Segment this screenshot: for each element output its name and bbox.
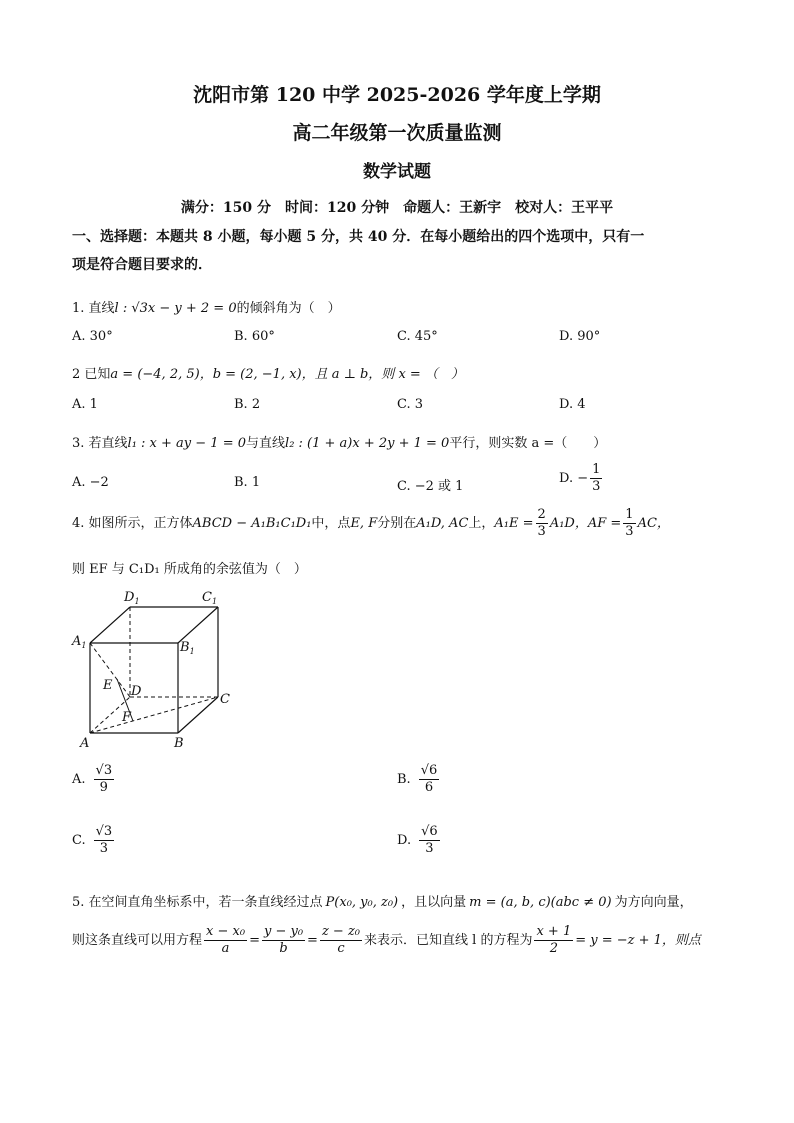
q2-expression: a = (−4, 2, 5)，b = (2, −1, x)，且 a ⊥ b，则 x = （ ） <box>110 367 464 382</box>
q3-option-d[interactable] <box>559 462 604 495</box>
question-4-line2: 则 EF 与 C₁D₁ 所成角的余弦值为（ ） <box>72 562 307 577</box>
section-heading-line1: 一、选择题：本题共 8 小题，每小题 5 分，共 40 分．在每小题给出的四个选项中，只有一 <box>72 229 645 245</box>
q4-ae: A₁E = <box>494 516 534 531</box>
question-3 <box>72 432 606 451</box>
label-e: E <box>103 678 113 693</box>
q4-af: AF = <box>587 516 622 531</box>
q1-prefix: 1. 直线 <box>72 301 115 316</box>
q3-option-d-fraction: $\frac{1}{3}$ <box>592 462 601 494</box>
q4-option-b-letter: B. <box>397 772 411 787</box>
section-heading-line2: 项是符合题目要求的． <box>72 257 212 273</box>
q1-option-d[interactable]: D. 90° <box>559 329 601 344</box>
q5-text-a: 5. 在空间直角坐标系中，若一条直线经过点 <box>72 895 323 910</box>
exam-subject-title: 数学试题 <box>363 162 431 182</box>
q4-cube-name: ABCD − A₁B₁C₁D₁ <box>192 516 312 531</box>
q4-segments: A₁D, AC <box>416 516 469 531</box>
cube-figure <box>70 585 250 755</box>
label-d1: $D_1$ <box>124 590 140 606</box>
q2-option-c[interactable]: C. 3 <box>397 397 424 412</box>
q1-option-c[interactable]: C. 45° <box>397 329 438 344</box>
label-f: F <box>122 710 132 725</box>
q4-points: E, F <box>350 516 378 531</box>
q3-suffix: 平行，则实数 a =（ ） <box>449 436 607 451</box>
q4-text-b: 中，点 <box>311 516 351 531</box>
q4-ae-fraction: $\frac{2}{3}$ <box>537 507 546 539</box>
q4-ae2: A₁D， <box>549 516 588 531</box>
q3-option-a[interactable]: A. −2 <box>72 475 109 490</box>
q4-af2: AC， <box>637 516 670 531</box>
q4-option-d-letter: D. <box>397 833 412 848</box>
q1-expression: l : √3x − y + 2 = 0 <box>114 301 237 316</box>
q5-text-d: 则这条直线可以用方程 <box>72 933 203 948</box>
q2-option-a[interactable]: A. 1 <box>72 397 98 412</box>
label-a: A <box>80 736 90 751</box>
exam-school-title: 沈阳市第 120 中学 2025-2026 学年度上学期 <box>193 84 601 106</box>
q4-option-d-fraction: $\frac{√6}{3}$ <box>421 824 438 856</box>
q3-option-b[interactable]: B. 1 <box>234 475 261 490</box>
q4-intro: 4. 如图所示，正方体 <box>72 516 193 531</box>
q1-option-b[interactable]: B. 60° <box>234 329 275 344</box>
q5-vector: m = (a, b, c)(abc ≠ 0) <box>469 895 612 910</box>
q1-option-a[interactable]: A. 30° <box>72 329 113 344</box>
question-5-line2: 则这条直线可以用方程 $\frac{\text{x − x₀}}{a}$ = $\frac{\text{y − y₀}}{b}$ = $\frac{\text{z − z₀}}{c}$ 来表示．已知直线 l 的方程为 $\frac{x + 1}{2}$ = y = −z + 1，则点 <box>72 924 701 956</box>
q4-option-a[interactable] <box>72 763 116 796</box>
label-c: C <box>220 692 230 707</box>
q5-point: P(x₀, y₀, z₀) <box>325 895 399 910</box>
label-d: D <box>131 684 142 699</box>
q3-prefix: 3. 若直线 <box>72 436 128 451</box>
edge-b1c1 <box>178 607 218 643</box>
q5-text-e: 来表示．已知直线 l 的方程为 <box>364 933 533 948</box>
q4-option-c-fraction: $\frac{√3}{3}$ <box>95 824 113 856</box>
q3-line2: l₂ : (1 + a)x + 2y + 1 = 0 <box>285 436 450 451</box>
q4-af-fraction: $\frac{1}{3}$ <box>625 507 634 539</box>
q5-fraction-l: $\frac{x + 1}{2}$ <box>536 924 572 956</box>
exam-grade-title: 高二年级第一次质量监测 <box>292 122 502 144</box>
q3-line1: l₁ : x + ay − 1 = 0 <box>127 436 247 451</box>
q4-option-c-letter: C. <box>72 833 86 848</box>
edge-a1d1 <box>90 607 130 643</box>
q4-text-d: 上， <box>468 516 495 531</box>
q5-fraction-x: $\frac{\text{x − x₀}}{a}$ <box>206 924 246 956</box>
q3-mid: 与直线 <box>246 436 286 451</box>
q2-option-d[interactable]: D. 4 <box>559 397 586 412</box>
q2-option-b[interactable]: B. 2 <box>234 397 261 412</box>
q5-fraction-y: $\frac{\text{y − y₀}}{b}$ <box>263 924 304 956</box>
label-a1: $A_1$ <box>72 634 87 650</box>
label-b1: $B_1$ <box>180 640 195 656</box>
question-2 <box>72 363 464 382</box>
q5-text-c: 为方向向量， <box>614 895 693 910</box>
q4-option-b-fraction: $\frac{√6}{6}$ <box>420 763 438 795</box>
q4-option-b[interactable] <box>397 763 441 796</box>
q3-option-d-label: D. − <box>559 471 589 486</box>
q4-option-a-letter: A. <box>72 772 86 787</box>
q3-option-c[interactable]: C. −2 或 1 <box>397 479 464 494</box>
q4-option-d[interactable] <box>397 824 442 857</box>
question-4-line1 <box>72 507 670 540</box>
q4-option-a-fraction: $\frac{√3}{9}$ <box>95 763 113 795</box>
question-1 <box>72 297 341 316</box>
label-c1: $C_1$ <box>202 590 218 606</box>
exam-info: 满分：150 分 时间：120 分钟 命题人：王新宇 校对人：王平平 <box>180 200 614 216</box>
label-b: B <box>174 736 184 751</box>
q5-text-f: = y = −z + 1，则点 <box>575 933 701 948</box>
q4-option-c[interactable] <box>72 824 116 857</box>
q4-text-c: 分别在 <box>377 516 417 531</box>
q5-fraction-z: $\frac{\text{z − z₀}}{c}$ <box>321 924 361 956</box>
question-5-line1 <box>72 891 693 910</box>
q5-text-b: ，且以向量 <box>401 895 467 910</box>
q2-prefix: 2 已知 <box>72 367 111 382</box>
q1-suffix: 的倾斜角为（ ） <box>236 301 341 316</box>
